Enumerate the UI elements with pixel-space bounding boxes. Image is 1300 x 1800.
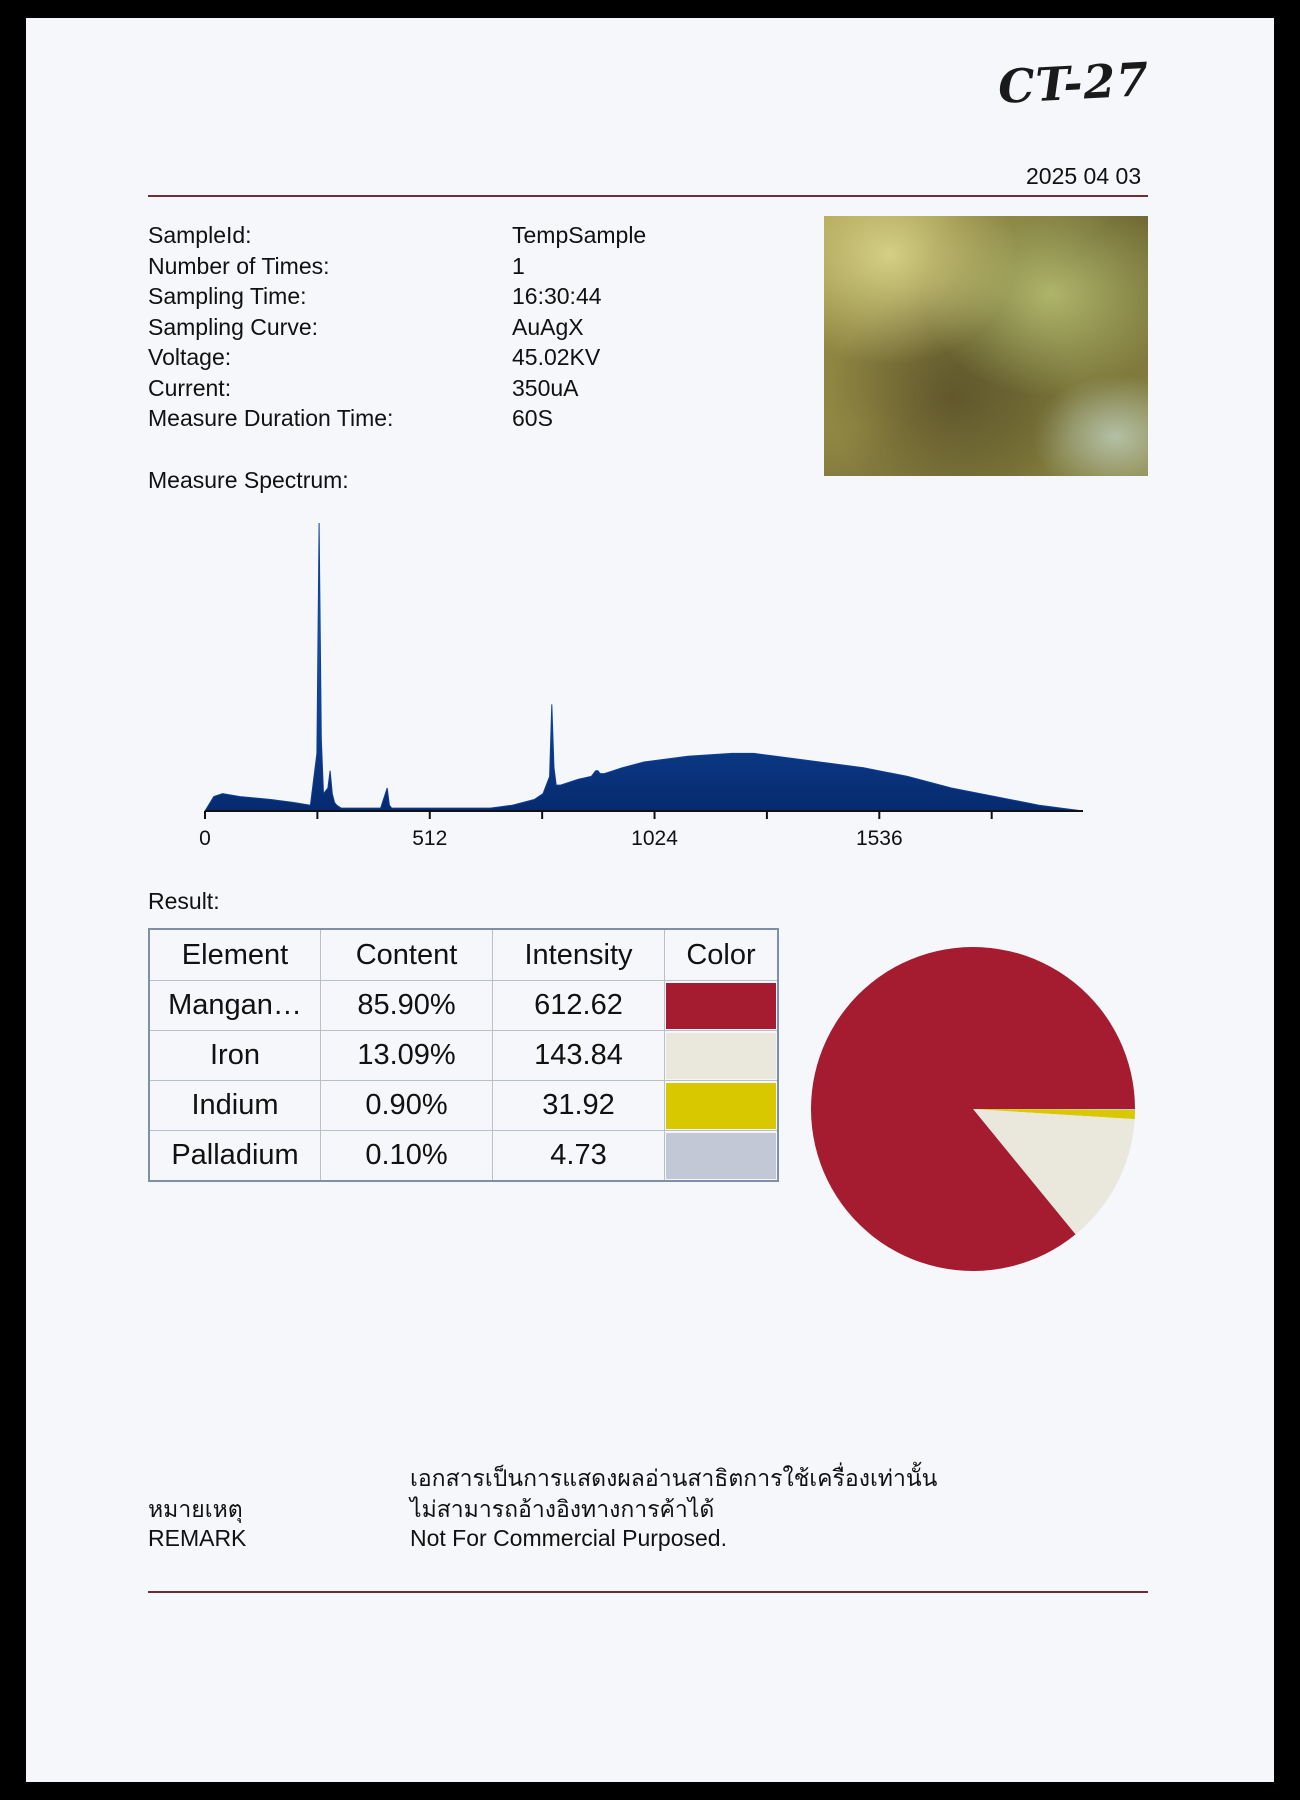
column-header-color: Color bbox=[665, 929, 779, 981]
intensity-cell: 31.92 bbox=[493, 1081, 665, 1131]
info-label: Voltage: bbox=[148, 344, 232, 370]
top-divider bbox=[148, 195, 1148, 197]
info-value: 1 bbox=[512, 252, 525, 279]
composition-pie-chart bbox=[808, 944, 1138, 1274]
info-label: Current: bbox=[148, 374, 232, 401]
bottom-divider bbox=[148, 1591, 1148, 1593]
handwritten-sample-code: CT-27 bbox=[996, 52, 1151, 114]
results-table bbox=[148, 928, 779, 1182]
spectrum-tick-label: 1024 bbox=[631, 827, 678, 850]
info-value: AuAgX bbox=[512, 313, 584, 340]
content-cell: 13.09% bbox=[321, 1031, 493, 1081]
spectrum-title: Measure Spectrum: bbox=[148, 467, 349, 493]
remark-label-en: REMARK bbox=[148, 1525, 247, 1551]
info-label: SampleId: bbox=[148, 222, 252, 248]
result-title: Result: bbox=[148, 888, 220, 914]
color-cell bbox=[665, 1131, 779, 1182]
info-label: Measure Duration Time: bbox=[148, 405, 394, 431]
table-row bbox=[149, 981, 778, 1031]
color-swatch bbox=[666, 1083, 776, 1129]
table-row bbox=[149, 1131, 778, 1182]
intensity-cell: 612.62 bbox=[493, 981, 665, 1031]
intensity-cell: 143.84 bbox=[493, 1031, 665, 1081]
element-cell: Iron bbox=[149, 1031, 321, 1081]
table-row bbox=[149, 1081, 778, 1131]
element-cell: Palladium bbox=[149, 1131, 321, 1182]
info-value: 350uA bbox=[512, 374, 579, 401]
info-value: TempSample bbox=[512, 222, 647, 248]
spectrum-tick-label: 1536 bbox=[855, 827, 903, 850]
spectrum-tick-label: 0 bbox=[199, 827, 211, 850]
remark-line-thai-1: เอกสารเป็นการแสดงผลอ่านสาธิตการใช้เครื่องเท่านั้น bbox=[410, 1465, 938, 1491]
info-label: Sampling Time: bbox=[148, 283, 307, 309]
spectrum-ticks bbox=[199, 811, 992, 850]
remark-line-thai-2: ไม่สามารถอ้างอิงทางการค้าได้ bbox=[410, 1496, 715, 1522]
info-value: 16:30:44 bbox=[512, 283, 602, 309]
color-cell bbox=[665, 1081, 779, 1131]
table-row bbox=[149, 1031, 778, 1081]
sample-photo bbox=[824, 216, 1148, 476]
table-header-row bbox=[149, 929, 778, 981]
content-cell: 0.90% bbox=[321, 1081, 493, 1131]
column-header-content: Content bbox=[321, 929, 493, 981]
info-value: 60S bbox=[512, 405, 553, 431]
intensity-cell: 4.73 bbox=[493, 1131, 665, 1182]
remark-label-thai: หมายเหตุ bbox=[148, 1496, 243, 1522]
color-swatch bbox=[666, 1133, 776, 1179]
color-swatch bbox=[666, 983, 776, 1029]
column-header-intensity: Intensity bbox=[493, 929, 665, 981]
content-cell: 0.10% bbox=[321, 1131, 493, 1182]
color-cell bbox=[665, 1031, 779, 1081]
spectrum-chart bbox=[195, 515, 1095, 855]
info-label: Sampling Curve: bbox=[148, 313, 319, 340]
color-cell bbox=[665, 981, 779, 1031]
spectrum-tick-label: 512 bbox=[412, 827, 448, 850]
remark-line-en: Not For Commercial Purposed. bbox=[410, 1525, 727, 1551]
color-swatch bbox=[666, 1033, 776, 1079]
element-cell: Indium bbox=[149, 1081, 321, 1131]
info-value: 45.02KV bbox=[512, 344, 601, 370]
column-header-element: Element bbox=[149, 929, 321, 981]
info-label: Number of Times: bbox=[148, 252, 330, 279]
report-date: 2025 04 03 bbox=[1026, 163, 1142, 189]
content-cell: 85.90% bbox=[321, 981, 493, 1031]
spectrum-area bbox=[205, 523, 1083, 811]
pie-slices bbox=[811, 947, 1135, 1271]
element-cell: Mangan… bbox=[149, 981, 321, 1031]
